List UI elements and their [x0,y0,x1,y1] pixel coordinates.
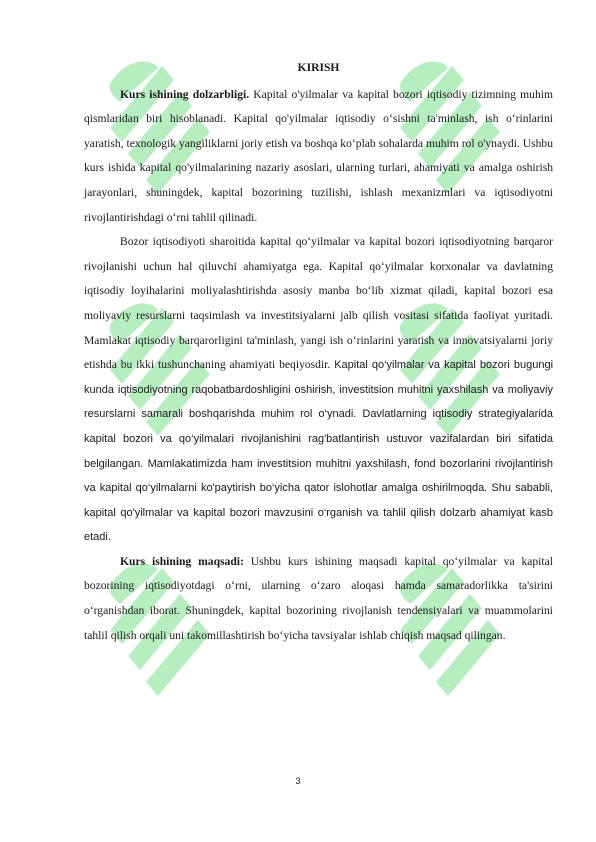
paragraph-goal [84,550,553,648]
paragraph-text: Bozor iqtisodiyoti sharoitida kapital qo‘yilmalar va kapital bozori iqtisodiyotning barqaror rivojlanishi uchun hal qiluvchi ahamiyatga ega. Kapital qo‘yilmalar korxonalar va davlatning iqtisodiy loyihalarini moliyalashtirishda asosiy manba bo‘lib xizmat qiladi, kapital bozori esa moliyaviy resurslarni taqsimlash va investitsiyalarni jalb qilish vositasi sifatida faoliyat yuritadi. Mamlakat iqtisodiy barqarorligini ta'minlash, yangi ish o‘rinlarini yaratish va innovatsiyalarni joriy etishda bu ikki tushunchaning ahamiyati beqiyosdir. [84,235,553,372]
page-number: 3 [295,776,301,786]
paragraph-relevance [84,83,553,231]
paragraph-market-economy [84,230,553,550]
paragraph-lead: Kurs ishining dolzarbligi. [120,87,250,101]
paragraph-text: Ushbu kurs ishining maqsadi kapital qo‘yilmalar va kapital bozorining iqtisodiyotdagi o‘rni, ularning o‘zaro aloqasi hamda samaradorlikka ta'sirini o‘rganishdan iborat. Shuningdek, kapital bozorining rivojlanish tendensiyalari va muammolarini tahlil qilish orqali uni takomillashtirish bo‘yicha tavsiyalar ishlab chiqish maqsad qilingan. [84,554,553,642]
paragraph-lead: Kurs ishining maqsadi: [120,554,244,568]
page-title: KIRISH [297,61,340,74]
paragraph-text-sans: Kapital qo‘yilmalar va kapital bozori bugungi kunda iqtisodiyotning raqobatbardoshligini oshirish, investitsion muhitni yaxshilash va moliyaviy resurslarni samarali boshqarishda muhim rol o‘ynadi. Davlatlarning iqtisodiy strategiyalarida kapital bozori va qo‘yilmalari rivojlanishini rag'batlantirish ustuvor vazifalardan biri sifatida belgilangan. Mamlakatimizda ham investitsion muhitni yaxshilash, fond bozorlarini rivojlantirish va kapital qo‘yilmalarni ko'paytirish bo‘yicha qator islohotlar amalga oshirilmoqda. Shu sababli, kapital qo'yilmalar va kapital bozori mavzusini o‘rganish va tahlil qilish dolzarb ahamiyat kasb etadi. [84,359,554,544]
paragraph-text: Kapital o'yilmalar va kapital bozori iqtisodiy tizimning muhim qismlaridan biri hisoblanadi. Kapital qo'yilmalar iqtisodiy o‘sishni ta'minlash, ish o‘rinlarini yaratish, texnologik yangiliklarni joriy etish va boshqa ko‘plab sohalarda muhim rol o'ynaydi. Ushbu kurs ishida kapital qo'yilmalarining nazariy asoslari, ularning turlari, ahamiyati va amalga oshirish jarayonlari, shuningdek, kapital bozorining tuzilishi, ishlash mexanizmlari va iqtisodiyotni rivojlantirishdagi o‘rni tahlil qilinadi. [84,87,553,224]
document-body [84,56,553,648]
